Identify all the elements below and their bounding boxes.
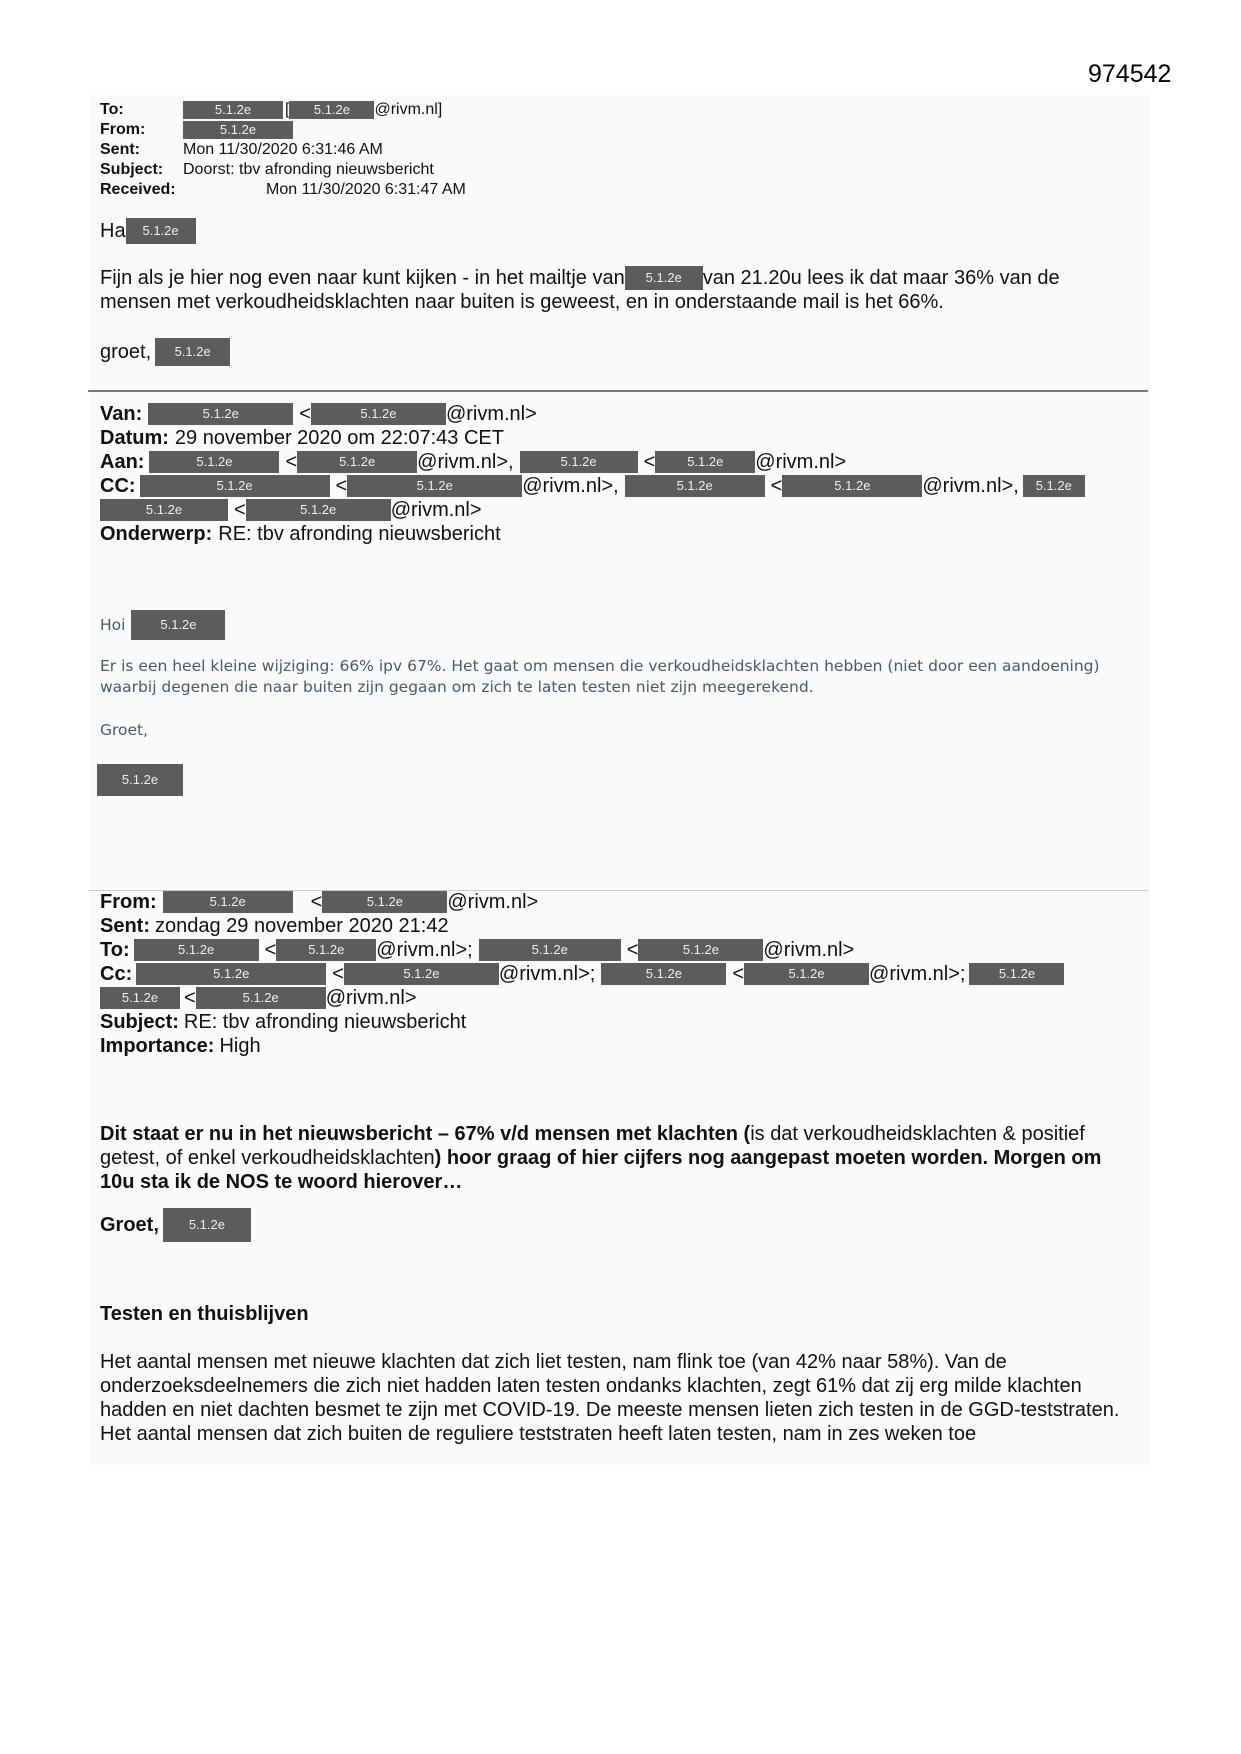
sent-label: Sent: bbox=[100, 141, 140, 158]
redaction: 5.1.2e bbox=[655, 451, 755, 473]
domain-text: @rivm.nl> bbox=[390, 499, 482, 521]
importance-value: High bbox=[219, 1035, 261, 1057]
email3-importance-row bbox=[100, 1034, 1064, 1058]
redaction: 5.1.2e bbox=[479, 939, 621, 961]
email1-from-row bbox=[100, 120, 466, 140]
section-title: Testen en thuisblijven bbox=[100, 1303, 309, 1325]
email3-sent-row bbox=[100, 914, 1064, 938]
email3-subject-row bbox=[100, 1010, 1064, 1034]
domain-text: @rivm.nl>, bbox=[522, 475, 619, 497]
domain-text: @rivm.nl> bbox=[445, 403, 537, 425]
to-label: To: bbox=[100, 101, 124, 118]
lt-symbol: < bbox=[310, 891, 323, 913]
onderwerp-label: Onderwerp: bbox=[100, 523, 213, 545]
body-text: Fijn als je hier nog even naar kunt kijken - in het mailtje van bbox=[100, 267, 625, 289]
redaction: 5.1.2e bbox=[196, 987, 326, 1009]
datum-value: 29 november 2020 om 22:07:43 CET bbox=[174, 427, 504, 449]
aan-label: Aan: bbox=[100, 451, 145, 473]
domain-text: @rivm.nl>, bbox=[922, 475, 1019, 497]
email2-aan-row bbox=[100, 450, 1085, 474]
redaction: 5.1.2e bbox=[344, 963, 499, 985]
redaction: 5.1.2e bbox=[148, 403, 293, 425]
redaction: 5.1.2e bbox=[149, 451, 279, 473]
lt-symbol: < bbox=[332, 963, 344, 985]
lt-symbol: < bbox=[264, 939, 277, 961]
email3-cc-row bbox=[100, 962, 1064, 986]
normal-text: is dat verkoudheidsklachten & positief getest, of enkel verkoudheidsklachten bbox=[100, 1123, 1085, 1169]
domain-text: @rivm.nl>; bbox=[376, 939, 473, 961]
email1-body-line1 bbox=[100, 266, 1060, 290]
domain-text: @rivm.nl>; bbox=[498, 963, 596, 985]
redaction: 5.1.2e bbox=[625, 266, 703, 290]
datum-label: Datum: bbox=[100, 427, 169, 449]
redaction: 5.1.2e bbox=[1023, 475, 1085, 497]
redaction: 5.1.2e bbox=[520, 451, 638, 473]
subject-label: Subject: bbox=[100, 161, 164, 178]
email3-header bbox=[100, 890, 1064, 1058]
email3-closing bbox=[100, 1208, 251, 1242]
redaction: 5.1.2e bbox=[601, 963, 726, 985]
redaction: 5.1.2e bbox=[100, 987, 180, 1009]
lt-symbol: < bbox=[335, 475, 348, 497]
sent-value: Mon 11/30/2020 6:31:46 AM bbox=[183, 141, 383, 158]
email2-greeting bbox=[100, 610, 225, 640]
redaction: 5.1.2e bbox=[969, 963, 1064, 985]
cc-label: CC: bbox=[100, 475, 136, 497]
redaction: 5.1.2e bbox=[131, 610, 225, 640]
email1-sent-row bbox=[100, 140, 466, 160]
domain-text: @rivm.nl> bbox=[755, 451, 847, 473]
email3-cc-row-cont bbox=[100, 986, 1064, 1010]
redaction: 5.1.2e bbox=[311, 403, 446, 425]
redaction: 5.1.2e bbox=[276, 939, 376, 961]
redaction: 5.1.2e bbox=[322, 891, 447, 913]
email1-greeting bbox=[100, 218, 196, 244]
subject-value: Doorst: tbv afronding nieuwsbericht bbox=[183, 161, 434, 178]
received-label: Received: bbox=[100, 181, 176, 198]
email3-to-row bbox=[100, 938, 1064, 962]
email1-subject-row bbox=[100, 160, 466, 180]
redaction: 5.1.2e bbox=[638, 939, 763, 961]
subject-label: Subject: bbox=[100, 1011, 179, 1033]
redaction: 5.1.2e bbox=[625, 475, 765, 497]
email1-body-line2: mensen met verkoudheidsklachten naar buiten is geweest, en in onderstaande mail is het 66%. bbox=[100, 291, 944, 313]
email2-van-row bbox=[100, 402, 1085, 426]
closing-text: Groet, bbox=[100, 1214, 159, 1236]
lt-symbol: < bbox=[234, 499, 246, 521]
greeting-text: Hoi bbox=[100, 615, 126, 634]
redaction: 5.1.2e bbox=[246, 499, 391, 521]
lt-symbol: < bbox=[732, 963, 745, 985]
sent-value: zondag 29 november 2020 21:42 bbox=[155, 915, 449, 937]
redaction: 5.1.2e bbox=[140, 475, 330, 497]
bold-text: ) hoor graag of hier cijfers nog aangepast moeten worden. Morgen om 10u sta ik de NOS te woord hierover… bbox=[100, 1147, 1102, 1193]
lt-symbol: < bbox=[626, 939, 639, 961]
domain-text: @rivm.nl> bbox=[763, 939, 855, 961]
redaction: 5.1.2e bbox=[163, 1208, 251, 1242]
redaction: 5.1.2e bbox=[134, 939, 259, 961]
email3-from-row bbox=[100, 890, 1064, 914]
bold-text: Dit staat er nu in het nieuwsbericht – 67% v/d mensen met klachten ( bbox=[100, 1123, 751, 1145]
redaction: 5.1.2e bbox=[155, 338, 230, 366]
from-label: From: bbox=[100, 121, 146, 138]
to-bracket: [ bbox=[285, 101, 290, 118]
redaction: 5.1.2e bbox=[163, 891, 293, 913]
email2-cc-row-cont bbox=[100, 498, 1085, 522]
greeting-text: Ha bbox=[100, 220, 126, 242]
lt-symbol: < bbox=[285, 451, 298, 473]
cc-label: Cc: bbox=[100, 963, 133, 985]
sent-label: Sent: bbox=[100, 915, 150, 937]
redaction: 5.1.2e bbox=[347, 475, 522, 497]
redaction: 5.1.2e bbox=[126, 218, 196, 244]
email2-cc-row bbox=[100, 474, 1085, 498]
redaction: 5.1.2e bbox=[782, 475, 922, 497]
email1-received-row bbox=[100, 180, 466, 200]
redaction: 5.1.2e bbox=[183, 101, 283, 119]
lt-symbol: < bbox=[299, 403, 311, 425]
redaction: 5.1.2e bbox=[289, 101, 374, 119]
closing-text: groet, bbox=[100, 341, 152, 363]
email1-closing bbox=[100, 338, 230, 366]
domain-text: @rivm.nl> bbox=[447, 891, 539, 913]
domain-text: @rivm.nl> bbox=[325, 987, 417, 1009]
section-body: Het aantal mensen met nieuwe klachten dat zich liet testen, nam flink toe (van 42% naar 58%). Van de onderzoeksdeelnemers die zich niet hadden laten testen ondanks klachten, zegt 61% dat zij erg milde klachten hadden en niet dachten besmet te zijn met COVID-19. De meeste mensen lieten zich testen in de GGD-teststraten. Het aantal mensen dat zich buiten de reguliere teststraten heeft laten testen, nam in zes weken toe bbox=[100, 1351, 1120, 1445]
separator-line bbox=[88, 390, 1148, 392]
lt-symbol: < bbox=[770, 475, 783, 497]
lt-symbol: < bbox=[643, 451, 656, 473]
page-number: 974542 bbox=[1088, 60, 1172, 88]
email2-header bbox=[100, 402, 1085, 546]
received-value: Mon 11/30/2020 6:31:47 AM bbox=[266, 181, 466, 198]
email2-datum-row bbox=[100, 426, 1085, 450]
email3-paragraph bbox=[100, 1122, 1140, 1194]
van-label: Van: bbox=[100, 403, 143, 425]
importance-label: Importance: bbox=[100, 1035, 215, 1057]
redaction: 5.1.2e bbox=[297, 451, 417, 473]
redaction: 5.1.2e bbox=[100, 499, 228, 521]
domain-text: @rivm.nl>, bbox=[417, 451, 514, 473]
lt-symbol: < bbox=[184, 987, 196, 1009]
email2-onderwerp-row bbox=[100, 522, 1085, 546]
domain-text: @rivm.nl>; bbox=[869, 963, 966, 985]
redaction: 5.1.2e bbox=[744, 963, 869, 985]
to-label: To: bbox=[100, 939, 130, 961]
redaction: 5.1.2e bbox=[97, 764, 183, 796]
to-domain: @rivm.nl] bbox=[374, 101, 443, 118]
from-label: From: bbox=[100, 891, 157, 913]
email1-to-row bbox=[100, 100, 466, 120]
onderwerp-value: RE: tbv afronding nieuwsbericht bbox=[218, 523, 501, 545]
subject-value: RE: tbv afronding nieuwsbericht bbox=[183, 1011, 467, 1033]
email1-header bbox=[100, 100, 466, 200]
redaction: 5.1.2e bbox=[136, 963, 326, 985]
email2-closing: Groet, bbox=[100, 721, 149, 739]
redaction: 5.1.2e bbox=[183, 121, 293, 139]
body-text: van 21.20u lees ik dat maar 36% van de bbox=[702, 267, 1060, 289]
email2-body: Er is een heel kleine wijziging: 66% ipv 67%. Het gaat om mensen die verkoudheidsklachten hebben (niet door een aandoening) waarbij degenen die naar buiten zijn gegaan om zich te laten testen niet zijn meegerekend. bbox=[100, 657, 1100, 696]
